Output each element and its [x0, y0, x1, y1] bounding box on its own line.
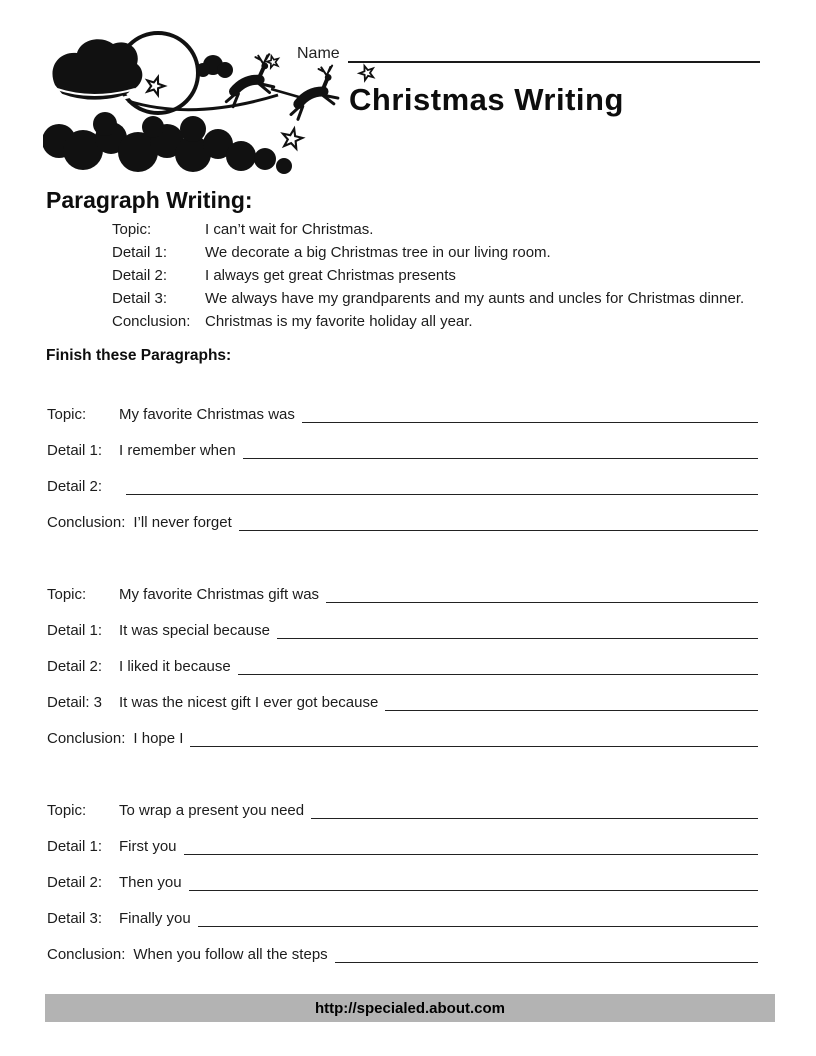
page-title: Christmas Writing	[349, 82, 624, 117]
fill-row	[47, 835, 758, 855]
row-label: Detail 2:	[47, 658, 103, 675]
row-label: Detail 1:	[112, 244, 168, 261]
answer-blank[interactable]	[184, 849, 758, 855]
row-text: I can’t wait for Christmas.	[205, 221, 374, 238]
row-label: Topic:	[47, 802, 87, 819]
paragraph-writing-heading: Paragraph Writing:	[46, 187, 253, 213]
fill-row	[47, 907, 758, 927]
answer-blank[interactable]	[335, 957, 758, 963]
answer-blank[interactable]	[243, 453, 758, 459]
paragraph-template-2	[47, 583, 758, 763]
row-pretext: My favorite Christmas gift was	[119, 586, 320, 603]
row-text: We always have my grandparents and my aunts and uncles for Christmas dinner.	[205, 290, 745, 307]
row-text: I always get great Christmas presents	[205, 267, 456, 284]
fill-row	[47, 475, 758, 495]
fill-row	[47, 439, 758, 459]
source-url: http://specialed.about.com	[314, 999, 506, 1017]
row-pretext: When you follow all the steps	[133, 946, 328, 963]
finish-paragraphs-heading: Finish these Paragraphs:	[46, 347, 232, 364]
name-label: Name	[297, 45, 340, 62]
row-label: Conclusion:	[47, 514, 126, 531]
answer-blank[interactable]	[311, 813, 758, 819]
example-row	[112, 310, 744, 333]
row-text: Christmas is my favorite holiday all year.	[205, 313, 473, 330]
answer-blank[interactable]	[238, 669, 758, 675]
row-label: Detail 1:	[47, 442, 103, 459]
row-pretext: My favorite Christmas was	[119, 406, 295, 423]
row-pretext: First you	[119, 838, 177, 855]
fill-row	[47, 727, 758, 747]
row-label: Detail 2:	[47, 874, 103, 891]
paragraph-template-3	[47, 799, 758, 979]
row-pretext: Then you	[119, 874, 182, 891]
example-paragraph	[112, 218, 744, 333]
row-label: Detail 2:	[47, 478, 103, 495]
answer-blank[interactable]	[198, 921, 758, 927]
row-label: Conclusion:	[112, 313, 191, 330]
star-icon	[280, 127, 303, 150]
answer-blank[interactable]	[190, 741, 758, 747]
paragraph-template-1	[47, 403, 758, 547]
example-row	[112, 241, 744, 264]
fill-row	[47, 943, 758, 963]
row-pretext: It was special because	[119, 622, 270, 639]
small-cloud-icon	[196, 55, 233, 78]
name-blank[interactable]	[348, 45, 760, 63]
fill-row	[47, 691, 758, 711]
row-pretext: It was the nicest gift I ever got because	[119, 694, 379, 711]
row-pretext: Finally you	[119, 910, 191, 927]
row-label: Conclusion:	[47, 730, 126, 747]
answer-blank[interactable]	[189, 885, 758, 891]
reindeer-icon	[284, 66, 340, 121]
fill-row	[47, 655, 758, 675]
answer-blank[interactable]	[302, 417, 758, 423]
row-pretext: To wrap a present you need	[119, 802, 305, 819]
answer-blank[interactable]	[126, 489, 758, 495]
answer-blank[interactable]	[277, 633, 758, 639]
example-row	[112, 287, 744, 310]
row-label: Conclusion:	[47, 946, 126, 963]
row-label: Detail 2:	[112, 267, 168, 284]
fill-row	[47, 511, 758, 531]
row-pretext: I hope I	[133, 730, 184, 747]
fill-row	[47, 619, 758, 639]
row-label: Detail 1:	[47, 622, 103, 639]
row-pretext: I liked it because	[119, 658, 231, 675]
example-row	[112, 218, 744, 241]
fill-row	[47, 871, 758, 891]
footer-bar	[45, 994, 775, 1022]
answer-blank[interactable]	[239, 525, 758, 531]
row-pretext: I’ll never forget	[133, 514, 232, 531]
row-text: We decorate a big Christmas tree in our living room.	[205, 244, 551, 261]
row-pretext: I remember when	[119, 442, 236, 459]
example-row	[112, 264, 744, 287]
row-label: Detail 3:	[47, 910, 103, 927]
row-label: Detail 3:	[112, 290, 168, 307]
fill-row	[47, 403, 758, 423]
row-label: Detail 1:	[47, 838, 103, 855]
answer-blank[interactable]	[385, 705, 758, 711]
clouds-icon	[43, 112, 292, 174]
fill-row	[47, 583, 758, 603]
name-row	[297, 45, 760, 63]
fill-row	[47, 799, 758, 819]
star-icon	[358, 64, 376, 82]
answer-blank[interactable]	[326, 597, 758, 603]
row-label: Detail: 3	[47, 694, 103, 711]
row-label: Topic:	[112, 221, 152, 238]
sleigh-icon	[52, 39, 142, 101]
row-label: Topic:	[47, 586, 87, 603]
row-label: Topic:	[47, 406, 87, 423]
